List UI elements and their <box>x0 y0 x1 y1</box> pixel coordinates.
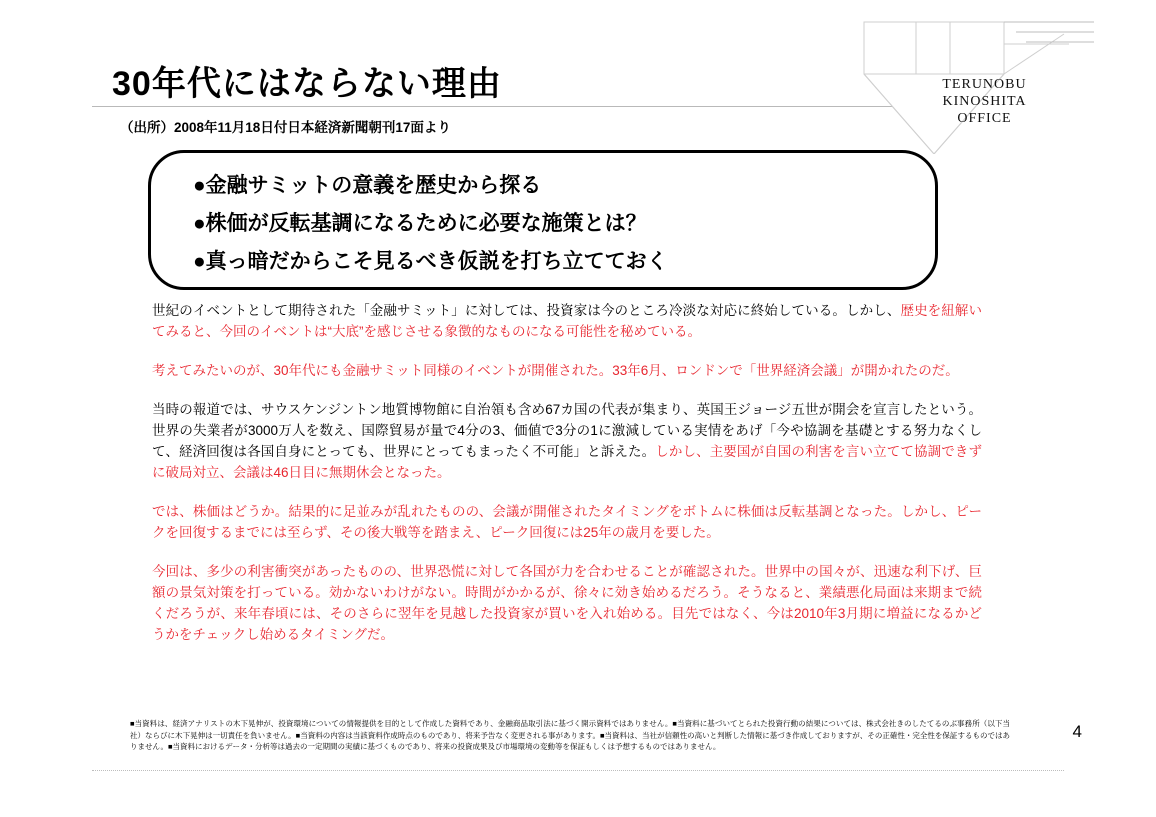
text-run: 世紀のイベントとして期待された「金融サミット」に対しては、投資家は今のところ冷淡な対応に終始している。しか <box>152 303 874 318</box>
logo-text <box>912 76 1057 127</box>
body-text <box>152 300 982 663</box>
text-run: では、株価はどうか。結果的に足並みが乱れたものの、会議が開催されたタイミングをボトムに株価は反転基調となった。しかし、ピークを回復するまでには至らず、その後大戦等を踏まえ、ピーク回復には25年の歳月を要した。 <box>152 504 982 540</box>
text-run: しかし、主要国が自国の利害を言い立てて協調できずに破局対立、会議は46日目に無期休会となった。 <box>152 444 982 480</box>
footer-divider <box>92 770 1064 771</box>
page-number: 4 <box>1072 722 1082 741</box>
source-note: （出所）2008年11月18日付日本経済新聞朝刊17面より <box>120 120 451 135</box>
text-run: 当時の報道では、サウスケンジントン地質博物館に自治領も含め67カ国の代表が集まり、英国王ジョージ五世が開会を宣言したという。世界の失業者が3000万人を数え、国際貿易が量で4分の3、価値で3分の1に激減している実情をあげ「今や協調を基礎とする努力なくして、経済回復は各国自身にとっても、世界にとってもまったく不可能」と訴えた。 <box>152 402 982 459</box>
disclaimer-text: ■当資料は、経済アナリストの木下晃伸が、投資環境についての情報提供を目的として作成した資料であり、金融商品取引法に基づく開示資料ではありません。■当資料に基づいてとられた投資行動の結果については、株式会社きのしたてるのぶ事務所（以下当社）ならびに木下晃伸は一切責任を負いません。■当資料の内容は当該資料作成時点のものであり、将来予告なく変更される事があります。■当資料は、当社が信頼性の高いと判断した情報に基づき作成しておりますが、その正確性・完全性を保証するものではありません。■当資料におけるデータ・分析等は過去の一定期間の実績に基づくものであり、将来の投資成果及び市場環境の変動等を保証もしくは予想するものではありません。 <box>130 719 1010 751</box>
body-paragraph <box>152 300 982 342</box>
text-run: 歴史を紐解いてみると、今回のイベントは“大底”を感じさせる象徴的なものになる可能性を秘めている。 <box>152 303 983 339</box>
callout-item: ●金融サミットの意義を歴史から探る <box>193 174 542 197</box>
callout-item: ●真っ暗だからこそ見るべき仮説を打ち立てておく <box>193 250 668 273</box>
logo-line-1: TERUNOBU <box>942 77 1027 92</box>
body-paragraph <box>152 360 982 381</box>
title-divider <box>92 106 892 107</box>
text-run: し、 <box>873 303 901 318</box>
page-title: 30年代にはならない理由 <box>112 65 502 103</box>
logo-line-3: OFFICE <box>957 111 1012 126</box>
text-run: 考えてみたいのが、30年代にも金融サミット同様のイベントが開催された。33年6月、ロンドンで「世界経済会議」が開かれたのだ。 <box>152 363 959 378</box>
text-run: 今回は、多少の利害衝突があったものの、世界恐慌に対して各国が力を合わせることが確認された。世界中の国々が、迅速な利下げ、巨額の景気対策を打っている。効かないわけがない。時間がかかるが、徐々に効き始めるだろう。そうなると、業績悪化局面は来期まで続くだろうが、来年春頃には、そのさらに翌年を見越した投資家が買いを入れ始める。目先ではなく、今は2010年3月期に増益になるかどうかをチェックし始めるタイミングだ。 <box>152 564 982 642</box>
logo-line-2: KINOSHITA <box>942 94 1027 109</box>
company-logo <box>854 14 1104 154</box>
body-paragraph <box>152 501 982 543</box>
body-paragraph <box>152 561 982 645</box>
callout-item: ●株価が反転基調になるために必要な施策とは？ <box>193 212 647 235</box>
highlight-callout-box <box>148 150 938 290</box>
body-paragraph <box>152 399 982 483</box>
